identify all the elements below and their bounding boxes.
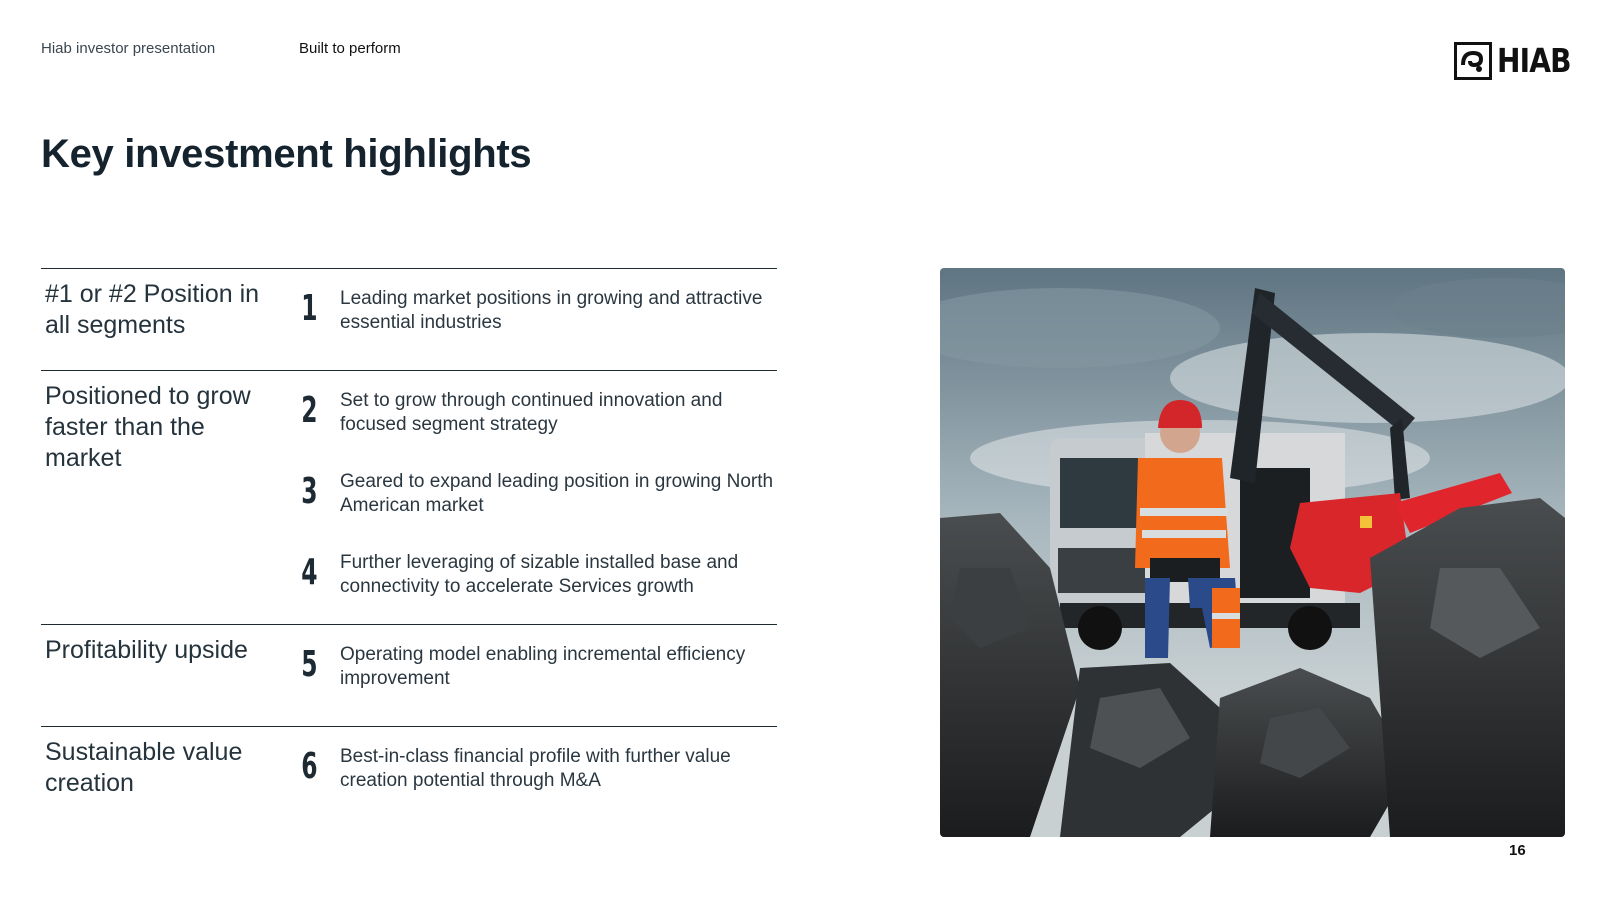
logo-wordmark: HIAB [1497, 41, 1571, 80]
highlight-number: 2 [301, 390, 318, 431]
highlight-text: Further leveraging of sizable installed base and connectivity to accelerate Services growth [340, 552, 739, 597]
presentation-label: Hiab investor presentation [41, 40, 216, 57]
highlight-text: Geared to expand leading position in growing North American market [340, 471, 774, 516]
hiab-logo-icon [1454, 42, 1492, 80]
highlight-category: Sustainable value creation [45, 738, 243, 797]
page-number: 16 [1509, 842, 1526, 859]
tagline: Built to perform [299, 40, 401, 57]
page-title: Key investment highlights [41, 132, 532, 176]
hiab-logo [1454, 42, 1584, 80]
highlight-text: Set to grow through continued innovation and focused segment strategy [340, 390, 723, 435]
highlight-number: 3 [301, 471, 318, 512]
highlights-table [41, 268, 777, 828]
highlight-item [297, 743, 777, 795]
highlight-row [41, 726, 777, 828]
highlight-text: Leading market positions in growing and attractive essential industries [340, 288, 763, 333]
highlight-number: 1 [301, 288, 318, 329]
highlight-text: Operating model enabling incremental efficiency improvement [340, 644, 746, 689]
highlight-number: 5 [301, 644, 318, 685]
highlight-category: #1 or #2 Position in all segments [45, 280, 260, 339]
highlight-row [41, 370, 777, 624]
highlight-text: Best-in-class financial profile with further value creation potential through M&A [340, 746, 731, 791]
highlight-category: Positioned to grow faster than the market [45, 382, 251, 472]
highlight-category: Profitability upside [45, 636, 248, 664]
highlight-item [297, 641, 777, 693]
highlight-item [297, 549, 777, 601]
highlight-item [297, 285, 777, 337]
highlight-item [297, 387, 777, 468]
highlight-row [41, 268, 777, 370]
highlight-item [297, 468, 777, 549]
hero-photo [940, 268, 1565, 837]
highlight-number: 6 [301, 746, 318, 787]
highlight-row [41, 624, 777, 726]
highlight-number: 4 [301, 552, 318, 593]
